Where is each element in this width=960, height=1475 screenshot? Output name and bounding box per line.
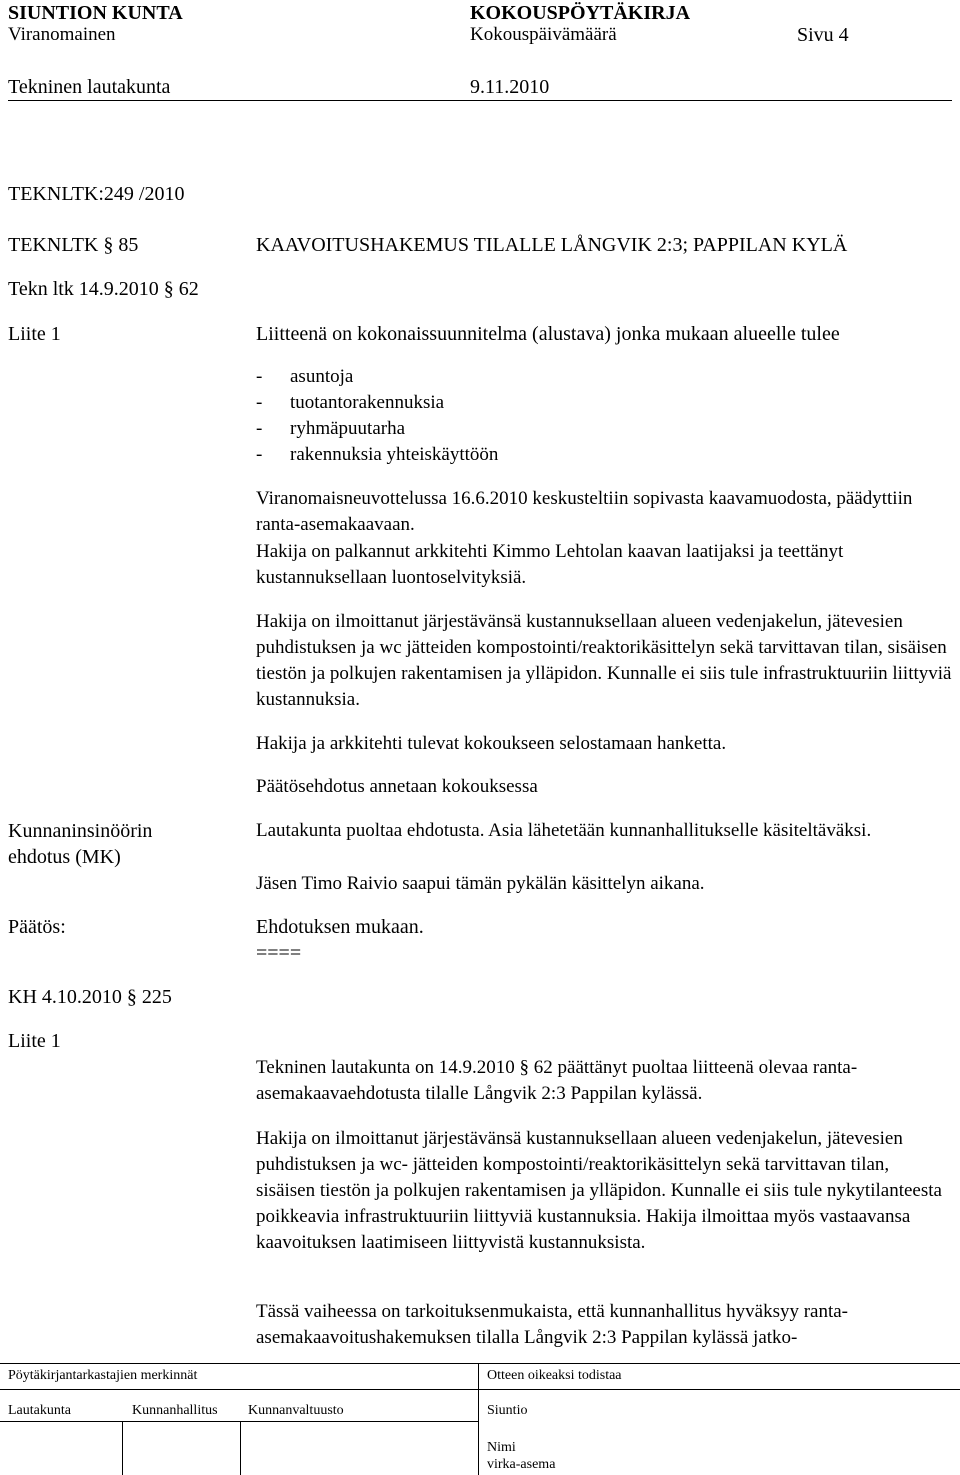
- list-item: - ryhmäpuutarha: [256, 418, 406, 439]
- municipality-name: SIUNTION KUNTA: [8, 2, 183, 24]
- list-item: - asuntoja: [256, 366, 354, 387]
- footer-place: Siuntio: [487, 1403, 528, 1418]
- meeting-date: 9.11.2010: [470, 76, 550, 98]
- list-item: - rakennuksia yhteiskäyttöön: [256, 444, 499, 465]
- intro-text: Liitteenä on kokonaissuunnitelma (alustava) jonka mukaan alueelle tulee: [256, 323, 840, 345]
- kh-section-reference: KH 4.10.2010 § 225: [8, 986, 172, 1008]
- proposal-label-line2: ehdotus (MK): [8, 846, 121, 868]
- paragraph-architect: Hakija on palkannut arkkitehti Kimmo Lehtolan kaavan laatijaksi ja teettänyt kustannuksellaan luontoselvityksiä.: [256, 541, 844, 588]
- proposal-label-line1: Kunnaninsinöörin: [8, 820, 153, 842]
- footer-name-label: Nimi: [487, 1440, 516, 1455]
- footer-col-board: Lautakunta: [8, 1403, 71, 1418]
- footer-col-municipal-board: Kunnanhallitus: [132, 1403, 218, 1418]
- planned-uses-list: [256, 364, 498, 468]
- footer-checkers-label: Pöytäkirjantarkastajien merkinnät: [8, 1368, 198, 1383]
- footer-divider-1: [122, 1421, 123, 1475]
- paragraph-proposal-note: Päätösehdotus annetaan kokouksessa: [256, 776, 538, 797]
- authority-label: Viranomainen: [8, 24, 116, 45]
- footer-certify-label: Otteen oikeaksi todistaa: [487, 1368, 622, 1383]
- document-type: KOKOUSPÖYTÄKIRJA: [470, 2, 691, 24]
- previous-section-reference: Tekn ltk 14.9.2010 § 62: [8, 278, 199, 300]
- footer-top-rule: [0, 1363, 960, 1364]
- section-reference: TEKNLTK § 85: [8, 234, 139, 256]
- header-divider: [8, 100, 952, 101]
- paragraph-consultation: Viranomaisneuvottelussa 16.6.2010 keskusteltiin sopivasta kaavamuodosta, päädyttiin ranta-asemakaavaan.: [256, 488, 913, 535]
- page-number: Sivu 4: [797, 24, 849, 46]
- list-item: - tuotantorakennuksia: [256, 392, 445, 413]
- kh-paragraph-infrastructure: Hakija on ilmoittanut järjestävänsä kustannuksellaan alueen vedenjakelun, jätevesien puhdistuksen ja wc- jätteiden kompostointi/reaktorikäsittelyn sekä tarvittavan tilan, sisäisen tiestön ja polkujen rakentamisen ja ylläpidon. Kunnalle ei siis tule nykytilanteesta poikkeavia infrastruktuuriin liittyviä kustannuksia. Hakija ilmoittaa myös vastaavansa kaavoituksen laatimiseen liittyvistä kustannuksista.: [256, 1128, 942, 1253]
- decision-separator: ====: [256, 942, 302, 964]
- footer-divider-2: [240, 1421, 241, 1475]
- paragraph-presentation: Hakija ja arkkitehti tulevat kokoukseen selostamaan hanketta.: [256, 733, 727, 754]
- footer-mid-rule: [0, 1389, 960, 1390]
- footer-col-council: Kunnanvaltuusto: [248, 1403, 344, 1418]
- member-arrival-note: Jäsen Timo Raivio saapui tämän pykälän käsittelyn aikana.: [256, 873, 705, 894]
- decision-text: Ehdotuksen mukaan.: [256, 916, 424, 938]
- kh-paragraph-recommendation: Tekninen lautakunta on 14.9.2010 § 62 päättänyt puoltaa liitteenä olevaa ranta-asemakaavaehdotusta tilalle Långvik 2:3 Pappilan kylässä.: [256, 1057, 858, 1104]
- kh-paragraph-continuation: Tässä vaiheessa on tarkoituksenmukaista, että kunnanhallitus hyväksyy ranta- asemakaavoitushakemuksen tilalla Långvik 2:3 Pappilan kylässä jatko-: [256, 1301, 849, 1348]
- authority-name: Tekninen lautakunta: [8, 76, 171, 98]
- proposal-text: Lautakunta puoltaa ehdotusta. Asia lähetetään kunnanhallitukselle käsiteltäväksi.: [256, 820, 872, 841]
- attachment-label: Liite 1: [8, 323, 61, 345]
- footer-columns-rule: [0, 1421, 478, 1422]
- decision-label: Päätös:: [8, 916, 66, 938]
- case-title: KAAVOITUSHAKEMUS TILALLE LÅNGVIK 2:3; PAPPILAN KYLÄ: [256, 234, 848, 256]
- kh-attachment-label: Liite 1: [8, 1030, 61, 1052]
- footer-position-label: virka-asema: [487, 1457, 556, 1472]
- paragraph-infrastructure: Hakija on ilmoittanut järjestävänsä kustannuksellaan alueen vedenjakelun, jätevesien puhdistuksen ja wc jätteiden kompostointi/reaktorikäsittelyn sekä tarvittavan tilan, sisäisen tiestön ja polkujen rakentamisen ja ylläpidon. Kunnalle ei siis tule infrastruktuuriin liittyviä kustannuksia.: [256, 611, 952, 710]
- case-reference: TEKNLTK:249 /2010: [8, 183, 185, 205]
- meeting-date-label: Kokouspäivämäärä: [470, 24, 617, 45]
- footer-divider-3: [478, 1363, 479, 1475]
